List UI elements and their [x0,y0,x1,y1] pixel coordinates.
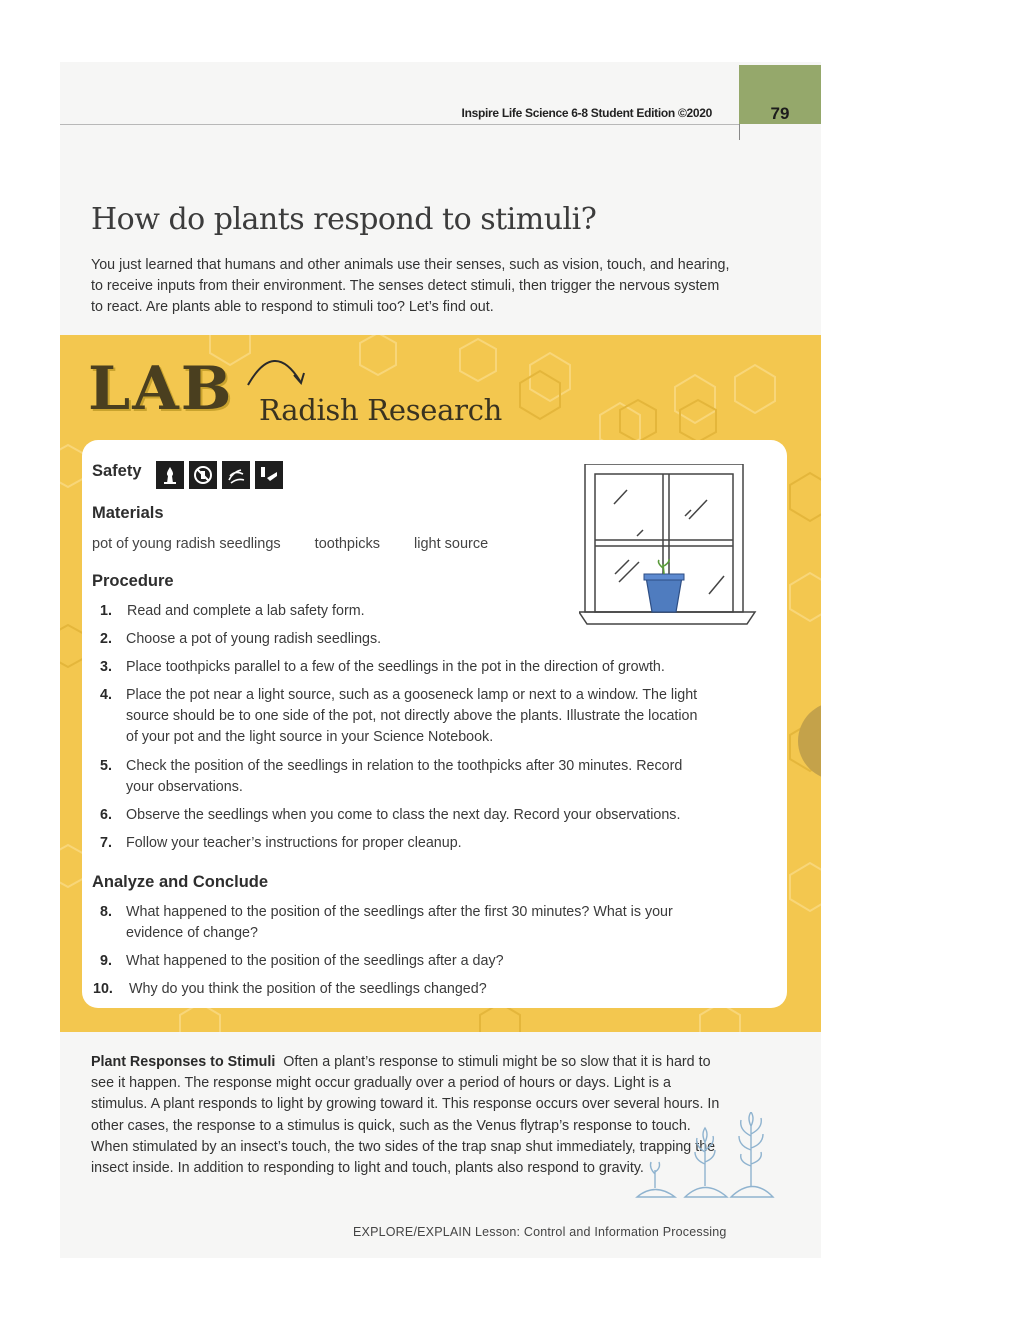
materials-heading: Materials [92,504,164,522]
analyze-heading: Analyze and Conclude [92,873,269,891]
hand-wash-icon [222,461,250,489]
lab-panel [60,335,821,1032]
material-item: pot of young radish seedlings [92,536,281,552]
material-item: toothpicks [314,536,380,552]
seedlings-illustration [635,1112,775,1202]
header-rule [60,124,740,125]
page-title: How do plants respond to stimuli? [91,202,597,237]
plant-responses-paragraph [91,1052,721,1179]
page-number: 79 [770,104,790,123]
materials-list [92,536,488,552]
responses-text: Often a plant’s response to stimuli might be so slow that it is hard to see it happen. The response might occur gradually over a period of hours or days. Light is a stimulus. A plant responds to light by growing toward it. This response occurs over several hours. In other cases, the response to a stimulus is quick, such as the Venus flytrap’s response to touch. When stimulated by an insect’s touch, the two sides of the trap snap shut immediately, trapping the insect inside. In addition to responding to light and touch, plants also respond to gravity. [91,1054,720,1177]
material-item: light source [414,536,489,552]
lab-title: Radish Research [259,393,503,427]
book-title: Inspire Life Science 6-8 Student Edition ©2020 [461,106,712,120]
no-eating-icon [189,461,217,489]
procedure-heading: Procedure [92,572,174,590]
lab-label: LAB [88,354,234,424]
safety-icons [156,461,283,489]
intro-paragraph: You just learned that humans and other animals use their senses, such as vision, touch, and hearing, to receive inputs from their environment. The senses detect stimuli, then trigger the nervous system to react. Are plants able to respond to stimuli too? Let’s find out. [91,257,730,315]
textbook-page [60,62,821,1258]
header-tick [739,124,740,140]
flame-safety-icon [156,461,184,489]
lesson-footer: EXPLORE/EXPLAIN Lesson: Control and Information Processing [353,1225,727,1239]
curved-arrow-icon [244,345,314,395]
safety-heading: Safety [92,462,142,480]
responses-heading: Plant Responses to Stimuli [91,1054,276,1070]
clothing-protection-icon [255,461,283,489]
lab-card: Safety Materials pot of young radish seedlings toothpicks light source Procedure 1. Read and complete a lab safety form. 2. Choose a pot of young radish seedlings. 3. Place toothpicks parallel to a few of the seedlings in the pot in the direction of growth. 4. Place the pot near a light source, such as a gooseneck lamp or next to a window. The light source should be to one side of the pot, not directly above the plants. Illustrate the location of your pot and the light source in your Science Notebook. 5. Check the position of the seedlings in relation to the toothpicks after 30 minutes. Record your observations. 6. Observe the seedlings when you come to class the next day. Record your observations. 7. Follow your teacher’s instructions for proper cleanup. Analyze and Conclude 8. What happened to the position of the seedlings after the first 30 minutes? What is your evidence of change? 9. What happened to the position of the seedlings after a day? 10. Why do you think the position of the seedlings changed? [82,440,787,1008]
